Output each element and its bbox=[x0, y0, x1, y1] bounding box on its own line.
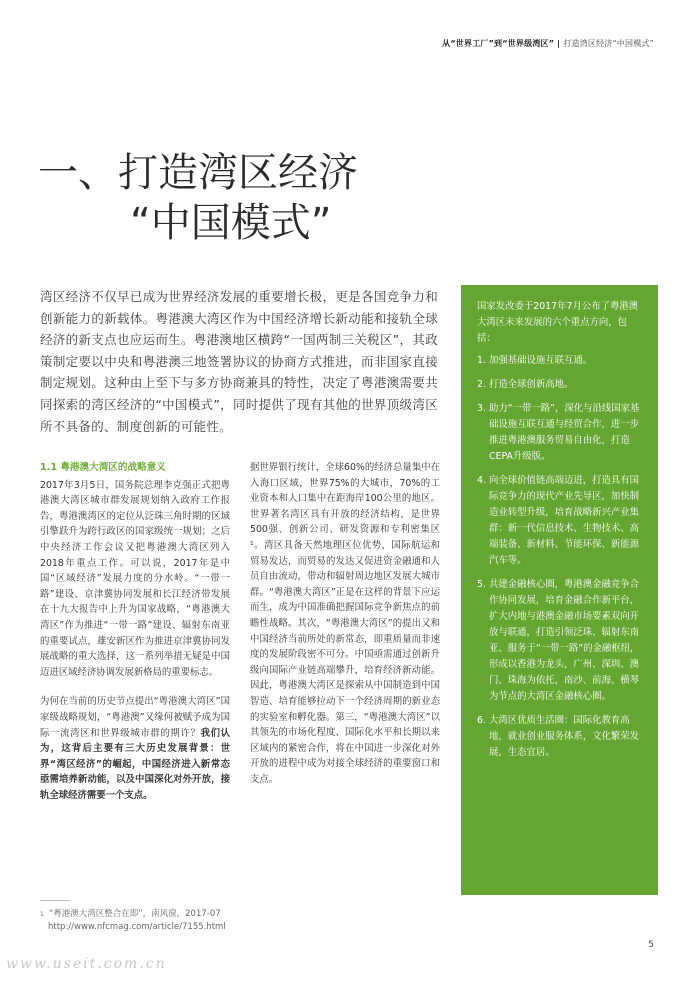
left-paragraph-1: 2017年3月5日，国务院总理李克强正式把粤港澳大湾区城市群发展规划纳入政府工作报告，粤港澳湾区的定位从泛珠三角时期的区域引擎跃升为跨行政区的国家级统一规划；之后中央经济工作会议又把粤港澳大湾区列入2018年重点工作。可以说，2017年是中国“区域经济”发展力度的分水岭。“一带一路”建设、京津冀协同发展和长江经济带发展在十九大报告中上升为国家战略，“粤港澳大湾区”作为推进“一带一路”建设、辐射东南亚的重要试点，雄安新区作为推进京津冀协同发展战略的重大选择，这一系列举措无疑是中国迈进区域经济协调发展新格局的重要标志。 bbox=[40, 479, 230, 678]
page-number: 5 bbox=[648, 940, 654, 950]
left-paragraph-2-bold: 我们认为，这背后主要有三大历史发展背景：世界“湾区经济”的崛起，中国经济进入新常态亟需培养新动能，以及中国深化对外开放，接轨全球经济需要一个支点。 bbox=[40, 727, 230, 801]
sidebar-intro: 国家发改委于2017年7月公布了粤港澳大湾区未来发展的六个重点方向，包括： bbox=[477, 301, 639, 344]
header-title-part2: 打造湾区经济“中国模式” bbox=[563, 39, 654, 48]
footnote-marker: 1 bbox=[40, 911, 44, 918]
page-title-line2: “中国模式” bbox=[130, 200, 332, 246]
header-title-part1: 从“世界工厂”到“世界级湾区” bbox=[442, 39, 555, 48]
sidebar-item-text: 加强基础设施互联互通。 bbox=[489, 355, 593, 366]
sidebar-item-number: 2. bbox=[477, 379, 486, 390]
watermark: www.useit.com.cn bbox=[6, 956, 167, 972]
left-paragraph-2 bbox=[40, 694, 230, 803]
sidebar-item bbox=[477, 377, 645, 393]
footnote-divider bbox=[40, 900, 70, 901]
sidebar-item-text: 向全球价值链高端迈进，打造具有国际竞争力的现代产业先导区，加快制造业转型升级，培育战略新兴产业集群：新一代信息技术、生物技术、高端装备、新材料、节能环保、新能源汽车等。 bbox=[489, 475, 640, 566]
footnote-text: “粤港澳大湾区整合在即”，南风窗，2017-07 bbox=[48, 909, 221, 919]
page-title bbox=[38, 148, 358, 248]
sidebar-item-number: 1. bbox=[477, 355, 486, 366]
sidebar-item-text: 助力“一带一路”，深化与沿线国家基础设施互联互通与经贸合作，进一步推进粤港澳服务贸易自由化，打造CEPA升级版。 bbox=[489, 403, 640, 462]
sidebar-item-number: 4. bbox=[477, 475, 486, 486]
sidebar-item-number: 6. bbox=[477, 715, 486, 726]
sidebar-item bbox=[477, 401, 645, 465]
key-directions-sidebar bbox=[461, 285, 658, 895]
footnote bbox=[40, 908, 226, 934]
sidebar-item-text: 共建金融核心圈，粤港澳金融竞争合作协同发展，培育金融合作新平台，扩大内地与港澳金融市场要素双向开放与联通，打造引领泛珠、辐射东南亚、服务于“一带一路”的金融枢纽，形成以香港为龙头，广州、深圳、澳门、珠海为依托，南沙、前海、横琴为节点的大湾区金融核心圈。 bbox=[489, 579, 640, 702]
left-column bbox=[40, 460, 230, 817]
middle-paragraph-1: 据世界银行统计，全球60%的经济总量集中在入海口区域，世界75%的大城市，70%的工业资本和人口集中在距海岸100公里的地区。世界著名湾区具有开放的经济结构，是世界500强、创新公司、研发资源和专利密集区¹。湾区具备天然地理区位优势，国际航运和贸易发达，而贸易的发达又促进资金融通和人员自由流动，带动和辐射周边地区发展大城市群。“粤港澳大湾区”正是在这样的背景下应运而生，成为中国准确把握国际竞争新焦点的前瞻性战略。其次，“粤港澳大湾区”的提出又和中国经济当前所处的新常态，即重质量而非速度的发展阶段密不可分。中国亟需通过创新升级向国际产业链高端攀升，培育经济新动能。因此，粤港澳大湾区是探索从中国制造到中国智造、培育能够拉动下一个经济周期的新业态的实验室和孵化器。第三，“粤港澳大湾区”以其领先的市场化程度、国际化水平和长期以来区域内的紧密合作，将在中国进一步深化对外开放的进程中成为对接全球经济的重要窗口和支点。 bbox=[250, 462, 440, 785]
page-title-line1: 一、打造湾区经济 bbox=[38, 150, 358, 196]
middle-column bbox=[250, 460, 440, 801]
sidebar-item bbox=[477, 353, 645, 369]
sidebar-item-number: 5. bbox=[477, 579, 486, 590]
header-separator: | bbox=[557, 39, 561, 48]
running-header bbox=[442, 38, 654, 49]
sidebar-item bbox=[477, 713, 645, 761]
sidebar-item-number: 3. bbox=[477, 403, 486, 414]
footnote-link[interactable]: http://www.nfcmag.com/article/7155.html bbox=[48, 922, 226, 932]
sidebar-item bbox=[477, 577, 645, 705]
intro-paragraph: 湾区经济不仅早已成为世界经济发展的重要增长极，更是各国竞争力和创新能力的新载体。粤港澳大湾区作为中国经济增长新动能和接轨全球经济的新支点也应运而生。粤港澳地区横跨“一国两制三关税区”，其政策制定要以中央和粤港澳三地签署协议的协商方式推进，而非国家直接制定规划。这种由上至下与多方协商兼具的特性，决定了粤港澳需要共同探索的湾区经济的“中国模式”，同时提供了现有其他的世界顶级湾区所不具备的、制度创新的可能性。 bbox=[40, 289, 438, 434]
section-heading: 1.1 粤港澳大湾区的战略意义 bbox=[40, 462, 166, 473]
sidebar-item-text: 打造全球创新高地。 bbox=[489, 379, 574, 390]
sidebar-item bbox=[477, 473, 645, 569]
sidebar-item-text: 大湾区优质生活圈：国际化教育高地，就业创业服务体系，文化繁荣发展，生态宜居。 bbox=[489, 715, 640, 758]
left-paragraph-2-text: 为何在当前的历史节点提出“粤港澳大湾区”国家级战略规划，“粤港澳”又缘何被赋予成为国际一流湾区和世界级城市群的期许？ bbox=[40, 696, 230, 739]
